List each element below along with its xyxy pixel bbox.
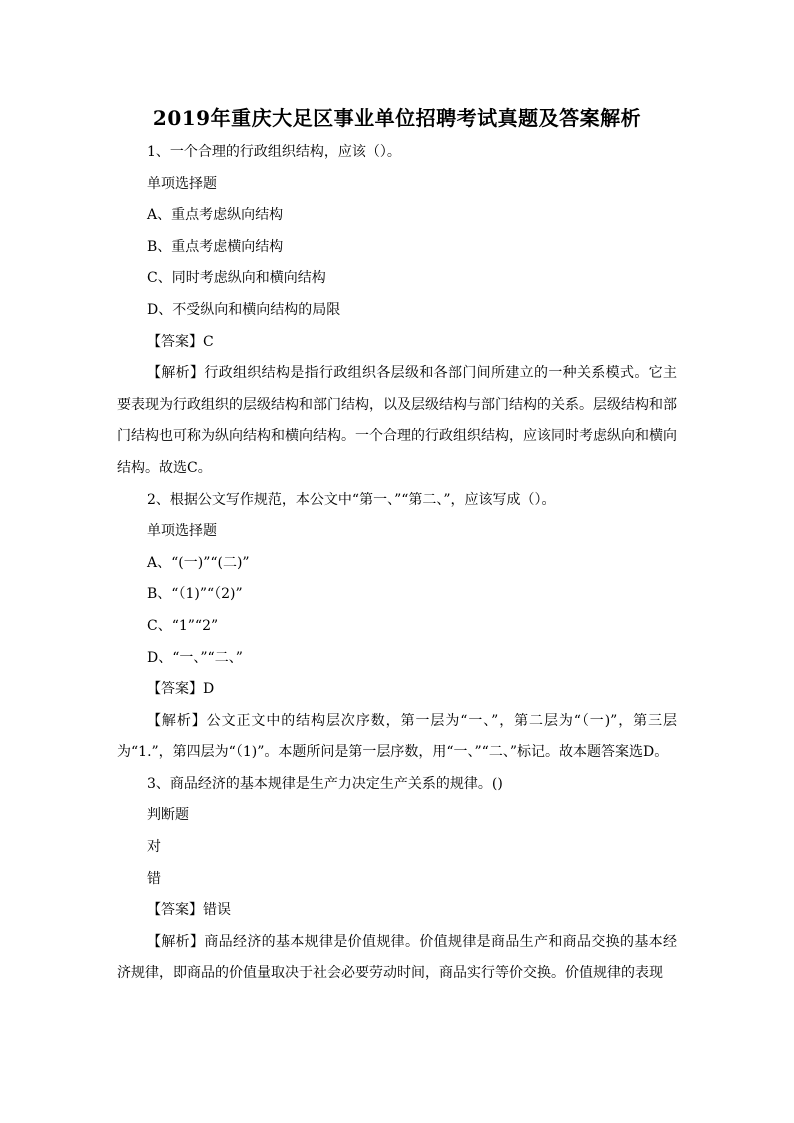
option-true: 对 <box>147 839 161 856</box>
option-b: B、重点考虑横向结构 <box>147 238 284 255</box>
analysis: 【解析】公文正文中的结构层次序数，第一层为“一、”，第二层为“（一)”，第三层为“1.”，第四层为“（1)”。本题所问是第一层序数，用“一、”“二、”标记。故本题答案选D。 <box>117 712 677 761</box>
option-c: C、同时考虑纵向和横向结构 <box>147 270 326 287</box>
question-3 <box>117 769 677 990</box>
analysis: 【解析】行政组织结构是指行政组织各层级和各部门间所建立的一种关系模式。它主要表现为行政组织的层级结构和部门结构，以及层级结构与部门结构的关系。层级结构和部门结构也可称为纵向结构和横向结构。一个合理的行政组织结构，应该同时考虑纵向和横向结构。故选C。 <box>117 365 677 476</box>
question-stem: 1、一个合理的行政组织结构，应该（）。 <box>147 144 401 160</box>
option-false: 错 <box>147 870 161 887</box>
question-stem: 3、商品经济的基本规律是生产力决定生产关系的规律。() <box>147 775 503 792</box>
question-stem: 2、根据公文写作规范，本公文中“第一、”“第二、”，应该写成（）。 <box>147 491 556 508</box>
option-a: A、“(一)”“(二)” <box>147 554 250 571</box>
option-a: A、重点考虑纵向结构 <box>147 207 284 224</box>
option-b: B、“（1)”“（2)” <box>147 586 243 603</box>
option-d: D、不受纵向和横向结构的局限 <box>147 301 341 318</box>
question-type: 单项选择题 <box>147 523 217 540</box>
question-type: 单项选择题 <box>147 175 217 192</box>
option-d: D、“一、”“二、” <box>147 649 243 666</box>
question-2 <box>117 485 677 769</box>
question-type: 判断题 <box>147 807 189 824</box>
question-1 <box>117 137 677 485</box>
analysis: 【解析】商品经济的基本规律是价值规律。价值规律是商品生产和商品交换的基本经济规律，即商品的价值量取决于社会必要劳动时间，商品实行等价交换。价值规律的表现 <box>117 933 677 982</box>
answer: 【答案】错误 <box>147 902 231 919</box>
answer: 【答案】C <box>147 333 214 350</box>
document-title: 2019年重庆大足区事业单位招聘考试真题及答案解析 <box>152 106 642 130</box>
option-c: C、“1”“2” <box>147 617 219 634</box>
answer: 【答案】D <box>147 681 215 698</box>
